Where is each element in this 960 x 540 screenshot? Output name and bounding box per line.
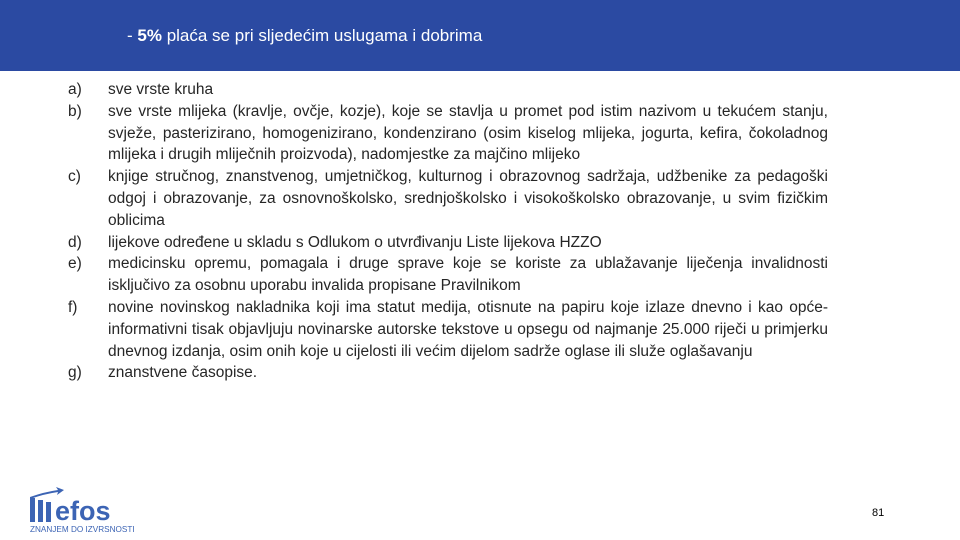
- item-marker: g): [68, 364, 82, 382]
- list-item-e: [68, 253, 828, 297]
- item-text: sve vrste mlijeka (kravlje, ovčje, kozje), koje se stavlja u promet pod istim nazivom u tekućem stanju, svježe, pasterizirano, homogenizirano, kondenzirano (osim kiselog mlijeka, jogurta, kefira, čokoladnog mlijeka i drugih mliječnih proizvoda), nadomjestke za majčino mlijeko: [108, 102, 828, 164]
- logo-wordmark: efos: [55, 496, 111, 526]
- item-marker: f): [68, 298, 78, 316]
- header-bar: [0, 0, 960, 71]
- item-marker: b): [68, 102, 82, 120]
- item-marker: d): [68, 233, 82, 251]
- list-item-f: [68, 297, 828, 362]
- logo-bar: [38, 500, 43, 522]
- title-percent: 5%: [137, 26, 162, 45]
- page-number: 81: [872, 507, 885, 519]
- item-marker: a): [68, 81, 82, 98]
- item-text: knjige stručnog, znanstvenog, umjetničkog, kulturnog i obrazovnog sadržaja, udžbenike za pedagoški odgoj i obrazovanje, za osnovnoškolsko, srednjoškolsko i visokoškolsko obrazovanje, u svim fizičkim oblicima: [108, 168, 828, 229]
- item-list: [68, 79, 828, 384]
- item-text: novine novinskog nakladnika koji ima statut medija, otisnute na papiru koje izlaze dnevno i kao opće-informativni tisak objavljuju novinarske autorske tekstove u opsegu od najmanje 25.000 riječi u primjerku dnevnog izdanja, osim onih koje u cijelosti ili većim dijelom sadrže oglase ili služe oglašavanju: [108, 298, 828, 360]
- slide-title: [127, 26, 482, 46]
- list-item-a: [68, 79, 828, 101]
- title-prefix: -: [127, 26, 138, 45]
- list-item-b: [68, 101, 828, 166]
- item-text: sve vrste kruha: [108, 81, 214, 98]
- logo-tagline: ZNANJEM DO IZVRSNOSTI: [30, 525, 135, 534]
- logo-bar: [46, 502, 51, 522]
- item-text: lijekove određene u skladu s Odlukom o utvrđivanju Liste lijekova HZZO: [108, 233, 602, 251]
- title-rest: plaća se pri sljedećim uslugama i dobrima: [161, 26, 483, 45]
- logo-bar: [30, 498, 35, 522]
- item-text: medicinsku opremu, pomagala i druge sprave koje se koriste za ublažavanje liječenja invalidnosti isključivo za osobnu uporabu invalida propisane Pravilnikom: [108, 255, 828, 295]
- list-item-d: [68, 232, 828, 254]
- list-item-c: [68, 166, 828, 231]
- item-marker: e): [68, 255, 82, 273]
- item-text: znanstvene časopise.: [108, 364, 258, 382]
- list-item-g: [68, 362, 828, 384]
- efos-logo: [30, 486, 150, 534]
- item-marker: c): [68, 168, 81, 186]
